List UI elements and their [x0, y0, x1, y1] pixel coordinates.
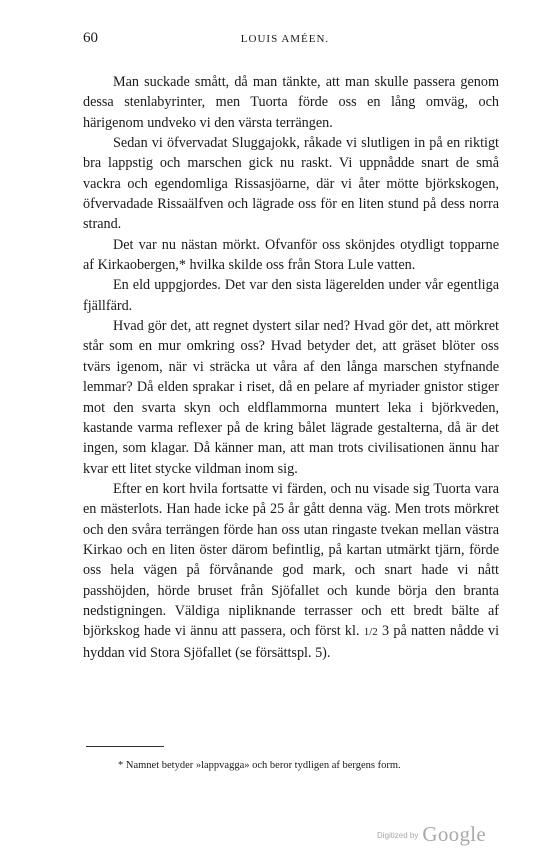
- paragraph: Hvad gör det, att regnet dystert silar ned? Hvad gör det, att mörkret står som en mur omkring oss? Hvad betyder det, att gräset blöter oss tvärs igenom, när vi sträcka ut våra af den långa marschen styfnande lemmar? Då elden sprakar i riset, då en pelare af myriader gnistor stiger mot den svarta skyn och eldflammorna muntert leka i björkveden, kastande varma reflexer på de kring bålet lägrade gestalterna, då är det ingen, som klagar. Då känner man, att man trots civilisationen ännu har kvar ett litet stycke vildman inom sig.: [83, 318, 499, 477]
- digitized-credit: [377, 822, 486, 847]
- footnote-rule: [86, 746, 164, 747]
- running-head: LOUIS AMÉEN.: [240, 33, 330, 45]
- paragraph: Det var nu nästan mörkt. Ofvanför oss skönjdes otydligt topparne af Kirkaobergen,* hvilka skilde oss från Stora Lule vatten.: [83, 236, 499, 274]
- page-number: 60: [83, 30, 98, 46]
- paragraph-text: Efter en kort hvila fortsatte vi färden, och nu visade sig Tuorta vara en mästerlots. Han hade icke på 25 år gått denna väg. Men trots mörkret och den svåra terrängen förde han oss utan ringaste tvekan mellan västra Kirkao och en liten öster därom befintlig, på kartan utmärkt tjärn, förde oss hela vägen på förvånande god mark, och snart hade vi nått passhöjden, hörde bruset från Sjöfallet och kunde börja den branta nedstigningen. Väldiga nipliknande terrasser och ett bredt bälte af björkskog hade vi ännu att passera, och först kl.: [83, 480, 499, 640]
- google-logo: Google: [422, 822, 486, 846]
- paragraph: En eld uppgjordes. Det var den sista lägerelden under vår egentliga fjällfärd.: [83, 277, 499, 314]
- body-text: [83, 72, 499, 663]
- paragraph: Sedan vi öfvervadat Sluggajokk, råkade vi slutligen in på en riktigt bra lappstig och marschen gick nu raskt. Vi uppnådde snart de små vackra och egendomliga Rissasjöarne, där vi åter mötte björkskogen, öfvervadade Rissaälfven och lägrade oss för en liten stund på dess norra strand.: [83, 135, 499, 233]
- digitized-by-label: Digitized by: [377, 831, 419, 840]
- paragraph: Man suckade smått, då man tänkte, att man skulle passera genom dessa stenlabyrinter, men Tuorta förde oss en lång omväg, och härigenom undveko vi den värsta terrängen.: [83, 74, 499, 131]
- paragraph: [83, 479, 499, 663]
- paragraph-tail: 3 på natten nådde vi hyddan vid Stora Sjöfallet (se försättspl. 5).: [83, 623, 500, 661]
- fraction: 1/2: [363, 626, 378, 639]
- footnote: * Namnet betyder »lappvagga» och beror tydligen af bergens form.: [118, 760, 401, 771]
